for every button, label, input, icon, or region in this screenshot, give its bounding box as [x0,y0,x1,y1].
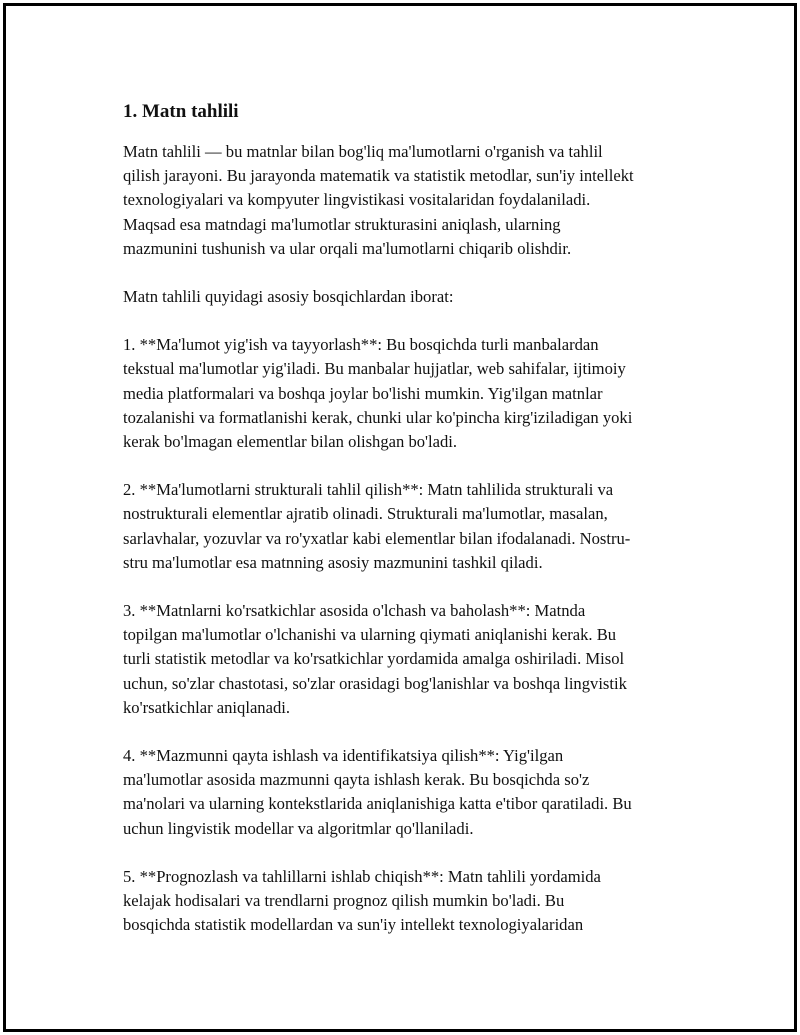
text-line: sarlavhalar, yozuvlar va ro'yxatlar kabi elementlar bilan ifodalanadi. Nostru- [123,528,631,548]
text-line: 5. **Prognozlash va tahlillarni ishlab chiqish**: Matn tahlili yordamida [123,866,601,886]
text-line: ma'nolari va ularning kontekstlarida aniqlanishiga katta e'tibor qaratiladi. Bu [123,794,632,814]
text-line: 2. **Ma'lumotlarni strukturali tahlil qilish**: Matn tahlilida strukturali va [123,480,614,500]
text-line: Matn tahlili — bu matnlar bilan bog'liq ma'lumotlarni o'rganish va tahlil [123,142,603,161]
text-line: 1. **Ma'lumot yig'ish va tayyorlash**: Bu bosqichda turli manbalardan [123,335,599,355]
text-line: tekstual ma'lumotlar yig'iladi. Bu manbalar hujjatlar, web sahifalar, ijtimoiy [123,359,626,379]
text-line: bosqichda statistik modellardan va sun'iy intellekt texnologiyalaridan [123,915,584,935]
text-line: Matn tahlili quyidagi asosiy bosqichlardan iborat: [123,287,454,307]
stage-4-paragraph [123,744,691,841]
text-line: stru ma'lumotlar esa matnning asosiy mazmunini tashkil qiladi. [123,552,543,572]
section-title: 1. Matn tahlili [123,101,239,122]
text-line: kelajak hodisalari va trendlarni prognoz qilish mumkin bo'ladi. Bu [123,891,565,911]
text-line: 4. **Mazmunni qayta ishlash va identifikatsiya qilish**: Yig'ilgan [123,746,564,766]
text-line: texnologiyalari va kompyuter lingvistikasi vositalaridan foydalaniladi. [123,190,591,210]
page-frame [3,3,797,1032]
text-line: Maqsad esa matndagi ma'lumotlar strukturasini aniqlash, ularning [123,214,561,234]
document-body [123,100,691,961]
text-line: kerak bo'lmagan elementlar bilan olishgan bo'ladi. [123,432,458,452]
text-line: 3. **Matnlarni ko'rsatkichlar asosida o'lchash va baholash**: Matnda [123,601,586,621]
text-line: ko'rsatkichlar aniqlanadi. [123,697,291,717]
text-line: uchun lingvistik modellar va algoritmlar qo'llaniladi. [123,818,474,838]
intro-paragraph [123,140,691,261]
text-line: mazmunini tushunish va ular orqali ma'lumotlarni chiqarib olishdir. [123,238,572,258]
stage-3-paragraph [123,599,691,720]
stage-1-paragraph [123,333,691,454]
text-line: topilgan ma'lumotlar o'lchanishi va ularning qiymati aniqlanishi kerak. Bu [123,625,617,645]
text-line: ma'lumotlar asosida mazmunni qayta ishlash kerak. Bu bosqichda so'z [123,770,590,790]
text-line: turli statistik metodlar va ko'rsatkichlar yordamida amalga oshiriladi. Misol [123,649,625,669]
stage-5-paragraph [123,865,691,938]
text-line: media platformalari va boshqa joylar bo'lishi mumkin. Yig'ilgan matnlar [123,383,603,403]
stages-intro-paragraph [123,285,691,309]
text-line: uchun, so'zlar chastotasi, so'zlar orasidagi bog'lanishlar va boshqa lingvistik [123,673,627,693]
text-line: tozalanishi va formatlanishi kerak, chunki ular ko'pincha kirg'iziladigan yoki [123,407,633,427]
text-line: nostrukturali elementlar ajratib olinadi. Strukturali ma'lumotlar, masalan, [123,504,608,524]
stage-2-paragraph [123,478,691,575]
text-line: qilish jarayoni. Bu jarayonda matematik va statistik metodlar, sun'iy intellekt [123,166,634,186]
